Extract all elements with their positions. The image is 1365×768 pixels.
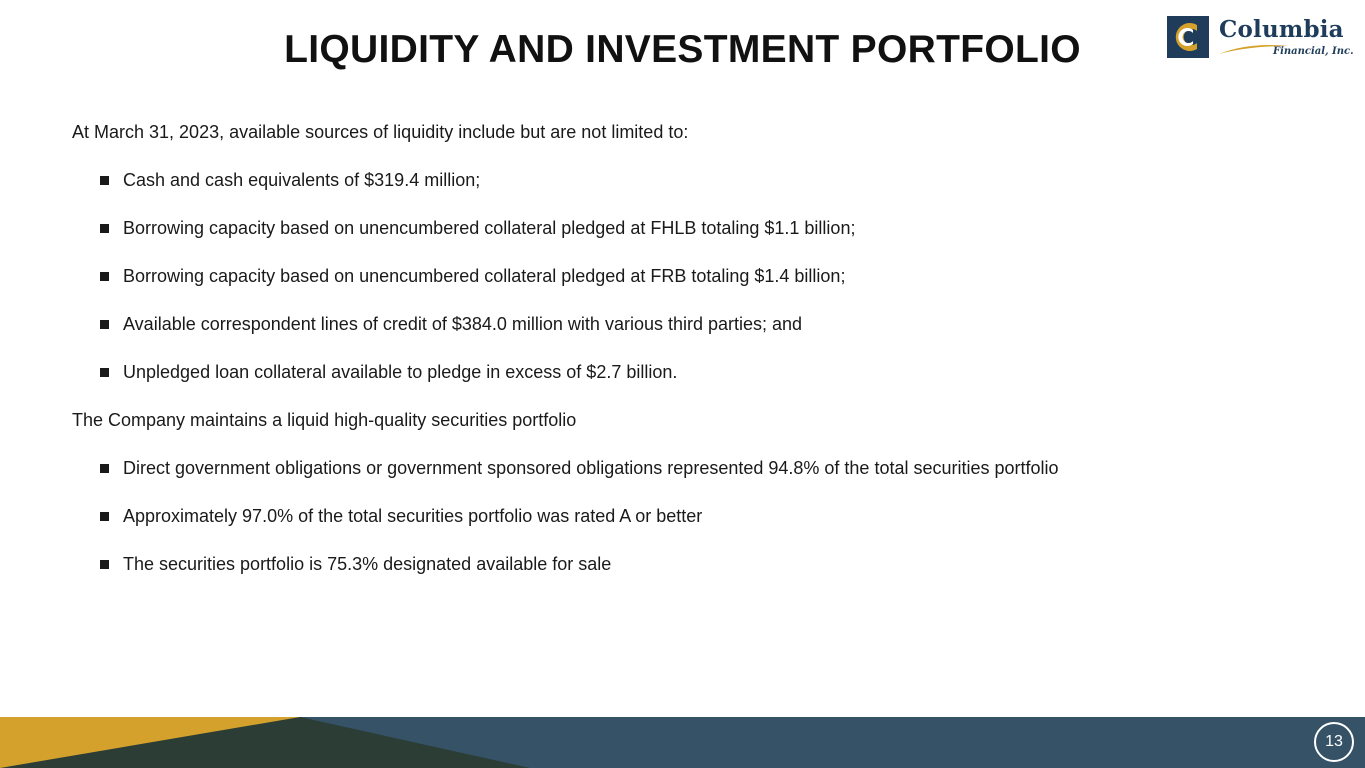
list-item xyxy=(72,168,1292,192)
square-bullet-icon xyxy=(100,464,109,473)
bullet-text: The securities portfolio is 75.3% designated available for sale xyxy=(123,554,612,574)
bullet-text: Unpledged loan collateral available to pledge in excess of $2.7 billion. xyxy=(123,362,678,382)
list-item xyxy=(72,312,1292,336)
square-bullet-icon xyxy=(100,272,109,281)
list-item xyxy=(72,360,1292,384)
company-logo xyxy=(1167,16,1353,60)
logo-subtitle: Financial, Inc. xyxy=(1273,46,1354,57)
bullet-text: Direct government obligations or government sponsored obligations represented 94.8% of the total securities portfolio xyxy=(123,458,1059,478)
bullet-text: Available correspondent lines of credit of $384.0 million with various third parties; and xyxy=(123,314,803,334)
slide-title: LIQUIDITY AND INVESTMENT PORTFOLIO xyxy=(284,28,1081,71)
square-bullet-icon xyxy=(100,368,109,377)
square-bullet-icon xyxy=(100,224,109,233)
liquidity-section xyxy=(72,120,1292,384)
list-item xyxy=(72,456,1292,480)
footer-band xyxy=(0,717,1365,768)
bullet-text: Borrowing capacity based on unencumbered collateral pledged at FRB totaling $1.4 billion; xyxy=(123,266,846,286)
list-item xyxy=(72,552,1292,576)
bullet-list xyxy=(72,168,1292,384)
bullet-list xyxy=(72,456,1292,576)
slide-content xyxy=(72,120,1292,600)
columbia-c-logo-icon xyxy=(1167,16,1209,58)
bullet-text: Cash and cash equivalents of $319.4 million; xyxy=(123,170,481,190)
section-intro: At March 31, 2023, available sources of liquidity include but are not limited to: xyxy=(72,122,689,142)
logo-name: Columbia xyxy=(1219,16,1344,43)
bullet-text: Approximately 97.0% of the total securities portfolio was rated A or better xyxy=(123,506,703,526)
list-item xyxy=(72,504,1292,528)
securities-section xyxy=(72,408,1292,576)
square-bullet-icon xyxy=(100,512,109,521)
list-item xyxy=(72,216,1292,240)
list-item xyxy=(72,264,1292,288)
page-number: 13 xyxy=(1314,722,1354,762)
section-intro: The Company maintains a liquid high-quality securities portfolio xyxy=(72,410,577,430)
square-bullet-icon xyxy=(100,320,109,329)
square-bullet-icon xyxy=(100,560,109,569)
square-bullet-icon xyxy=(100,176,109,185)
bullet-text: Borrowing capacity based on unencumbered collateral pledged at FHLB totaling $1.1 billion; xyxy=(123,218,856,238)
